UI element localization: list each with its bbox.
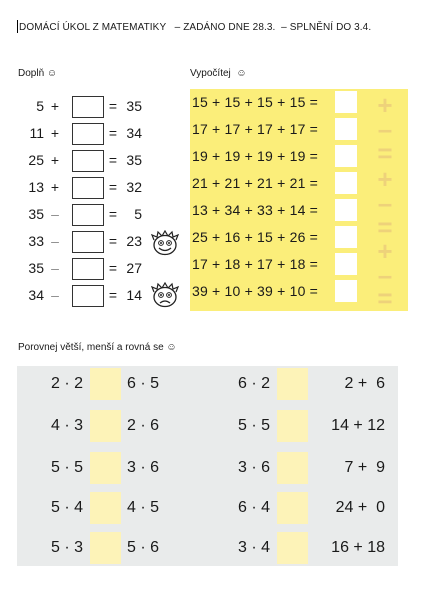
equals-sign-decoration: = (377, 283, 393, 313)
result: 14 (126, 287, 142, 303)
right-expression: 24 + 0 (335, 499, 385, 516)
answer-box[interactable] (335, 280, 357, 302)
equals-sign: = (108, 260, 118, 276)
compare-answer-box[interactable] (90, 368, 121, 400)
compare-answer-box[interactable] (277, 410, 308, 442)
minuend: 35 (28, 206, 44, 222)
compare-row (17, 368, 398, 400)
sum-expression: 13 + 34 + 33 + 14 = (192, 202, 319, 218)
equals-sign: = (108, 125, 118, 141)
sum-expression: 19 + 19 + 19 + 19 = (192, 148, 319, 164)
plus-sign-decoration: + (377, 90, 393, 120)
answer-box[interactable] (72, 96, 104, 118)
operator: – (51, 287, 59, 303)
right-expression: 2 + 6 (344, 375, 385, 392)
result: 35 (126, 152, 142, 168)
answer-box[interactable] (72, 123, 104, 145)
plus-sign-decoration: + (377, 236, 393, 266)
answer-box[interactable] (72, 204, 104, 226)
minuend: 35 (28, 260, 44, 276)
compare-answer-box[interactable] (277, 532, 308, 564)
section-compare-heading: Porovnej větší, menší a rovná se ☺ (18, 342, 177, 353)
result: 23 (126, 233, 142, 249)
answer-box[interactable] (335, 118, 357, 140)
left-expression: 5 · 3 (50, 539, 83, 556)
result: 34 (126, 125, 142, 141)
sum-expression: 17 + 17 + 17 + 17 = (192, 121, 319, 137)
compare-answer-box[interactable] (277, 452, 308, 484)
operator: – (51, 233, 59, 249)
addend: 5 (36, 98, 44, 114)
compare-answer-box[interactable] (277, 368, 308, 400)
answer-box[interactable] (72, 285, 104, 307)
minus-sign-decoration: – (377, 188, 393, 218)
minuend: 33 (28, 233, 44, 249)
addend: 13 (28, 179, 44, 195)
operator: – (51, 206, 59, 222)
left-expression: 5 · 5 (237, 417, 270, 434)
compare-answer-box[interactable] (90, 532, 121, 564)
sum-row (192, 145, 362, 169)
right-expression: 3 · 6 (127, 459, 160, 476)
sum-expression: 17 + 18 + 17 + 18 = (192, 256, 319, 272)
result: 35 (126, 98, 142, 114)
operator: + (50, 98, 60, 114)
compare-answer-box[interactable] (90, 410, 121, 442)
compare-answer-box[interactable] (277, 492, 308, 524)
operator: – (51, 260, 59, 276)
result: 5 (134, 206, 142, 222)
right-expression: 6 · 5 (127, 375, 160, 392)
document-title (17, 20, 371, 33)
compare-row (17, 410, 398, 442)
minus-sign-decoration: – (377, 114, 393, 144)
sum-row (192, 91, 362, 115)
left-expression: 6 · 4 (237, 499, 270, 516)
answer-box[interactable] (72, 231, 104, 253)
sum-expression: 15 + 15 + 15 + 15 = (192, 94, 319, 110)
left-expression: 5 · 5 (50, 459, 83, 476)
right-expression: 7 + 9 (344, 459, 385, 476)
answer-box[interactable] (335, 145, 357, 167)
compare-row (17, 452, 398, 484)
operator: + (50, 179, 60, 195)
addend: 11 (29, 125, 44, 141)
compare-answer-box[interactable] (90, 492, 121, 524)
fill-row (18, 260, 158, 280)
fill-row (18, 125, 158, 145)
result: 32 (126, 179, 142, 195)
equals-sign: = (108, 206, 118, 222)
answer-box[interactable] (335, 199, 357, 221)
equals-sign-decoration: = (377, 138, 393, 168)
right-expression: 4 · 5 (127, 499, 160, 516)
left-expression: 6 · 2 (237, 375, 270, 392)
sum-row (192, 172, 362, 196)
left-expression: 2 · 2 (50, 375, 83, 392)
sum-expression: 39 + 10 + 39 + 10 = (192, 283, 319, 299)
addend: 25 (28, 152, 44, 168)
answer-box[interactable] (335, 172, 357, 194)
answer-box[interactable] (335, 91, 357, 113)
sum-row (192, 253, 362, 277)
right-expression: 16 + 18 (331, 539, 385, 556)
equals-sign-decoration: = (377, 212, 393, 242)
fill-row (18, 179, 158, 199)
fill-row (18, 98, 158, 118)
equals-sign: = (108, 233, 118, 249)
left-expression: 5 · 4 (50, 499, 83, 516)
left-expression: 3 · 6 (237, 459, 270, 476)
minuend: 34 (28, 287, 44, 303)
sum-expression: 25 + 16 + 15 + 26 = (192, 229, 319, 245)
section-compute-heading: Vypočítej ☺ (190, 68, 247, 79)
equals-sign: = (108, 152, 118, 168)
answer-box[interactable] (72, 258, 104, 280)
answer-box[interactable] (335, 253, 357, 275)
result: 27 (126, 260, 142, 276)
answer-box[interactable] (335, 226, 357, 248)
plus-sign-decoration: + (377, 164, 393, 194)
left-expression: 4 · 3 (50, 417, 83, 434)
right-expression: 2 · 6 (127, 417, 160, 434)
left-expression: 3 · 4 (237, 539, 270, 556)
answer-box[interactable] (72, 150, 104, 172)
answer-box[interactable] (72, 177, 104, 199)
fill-row (18, 287, 158, 307)
sum-row (192, 118, 362, 142)
equals-sign: = (108, 287, 118, 303)
sum-expression: 21 + 21 + 21 + 21 = (192, 175, 319, 191)
sum-row (192, 280, 362, 304)
operator: + (50, 152, 60, 168)
sum-row (192, 199, 362, 223)
fill-row (18, 206, 158, 226)
equals-sign: = (108, 98, 118, 114)
sad-face-icon (150, 282, 180, 308)
compare-row (17, 492, 398, 524)
right-expression: 14 + 12 (331, 417, 385, 434)
compare-answer-box[interactable] (90, 452, 121, 484)
equals-sign: = (108, 179, 118, 195)
title-text: DOMÁCÍ ÚKOL Z MATEMATIKY – ZADÁNO DNE 28.3. – SPLNĚNÍ DO 3.4. (19, 22, 372, 33)
fill-row (18, 152, 158, 172)
text-cursor (17, 20, 18, 33)
section-fill-heading: Doplň ☺ (18, 68, 58, 79)
minus-sign-decoration: – (377, 260, 393, 290)
sum-row (192, 226, 362, 250)
compare-row (17, 532, 398, 564)
operator: + (50, 125, 60, 141)
happy-face-icon (150, 230, 180, 256)
right-expression: 5 · 6 (127, 539, 160, 556)
fill-row (18, 233, 158, 253)
